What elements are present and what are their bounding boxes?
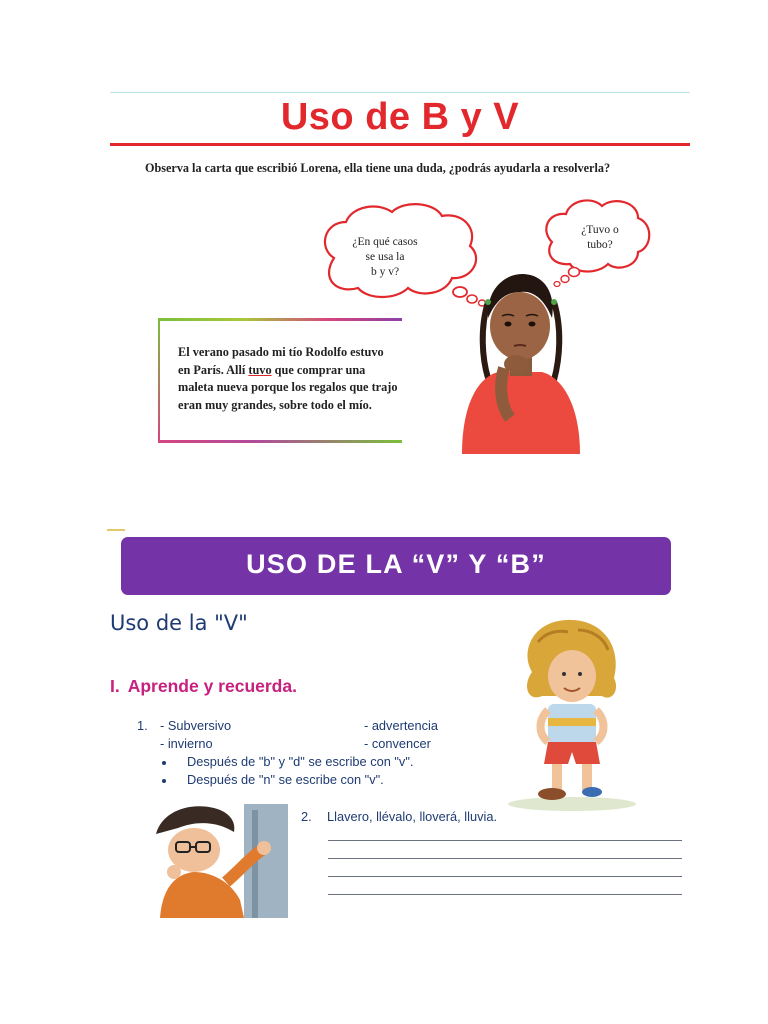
section-heading	[110, 676, 297, 697]
word-item: - Subversivo	[160, 718, 232, 733]
section-banner	[121, 537, 671, 595]
rule-item: Después de "b" y "d" se escribe con "v".	[187, 754, 414, 769]
bubble-right-text	[560, 223, 640, 253]
exercise-words: Llavero, llévalo, lloverá, lluvia.	[327, 809, 497, 824]
top-divider	[110, 92, 690, 93]
heading-number: I.	[110, 676, 120, 696]
answer-line	[328, 858, 682, 859]
word-item: - convencer	[364, 736, 431, 751]
answer-line	[328, 894, 682, 895]
item-number: 1.	[137, 718, 148, 733]
page-title: Uso de B y V	[280, 96, 520, 138]
word-item: - advertencia	[364, 718, 438, 733]
thinking-girl-illustration	[458, 268, 582, 454]
bubble-left-text	[330, 235, 440, 280]
bubble-right-line: tubo?	[587, 239, 613, 251]
title-underline	[110, 143, 690, 146]
curly-hair-child-illustration	[502, 612, 642, 812]
man-with-glasses-illustration	[148, 800, 288, 918]
heading-text: Aprende y recuerda.	[127, 676, 297, 696]
card-border-left	[158, 318, 160, 443]
card-border-top	[158, 318, 402, 321]
bullet-dot	[162, 761, 166, 765]
letter-text: El verano pasado mi tío Rodolfo estuvo en París. Allí tuvo que comprar una maleta nueva porque los regalos que trajo eran muy grandes, sobre todo el mío.	[178, 345, 398, 412]
bubble-left-line: b y v?	[370, 266, 400, 278]
answer-line	[328, 876, 682, 877]
bubble-left-line: se usa la	[365, 251, 405, 263]
letter-card	[158, 318, 402, 443]
bubble-left-line: ¿En qué casos	[352, 236, 418, 248]
item-number: 2.	[301, 809, 312, 824]
instruction-text: Observa la carta que escribió Lorena, ella tiene una duda, ¿podrás ayudarla a resolverla?	[145, 161, 611, 175]
rule-item: Después de "n" se escribe con "v".	[187, 772, 384, 787]
bullet-dot	[162, 779, 166, 783]
word-item: - invierno	[160, 736, 213, 751]
accent-mark	[107, 529, 125, 531]
card-border-bottom	[158, 440, 402, 443]
bubble-right-line: ¿Tuvo o	[581, 224, 619, 236]
section-subtitle: Uso de la "V"	[110, 611, 248, 635]
banner-title: USO DE LA “V” Y “B”	[246, 549, 546, 579]
answer-line	[328, 840, 682, 841]
